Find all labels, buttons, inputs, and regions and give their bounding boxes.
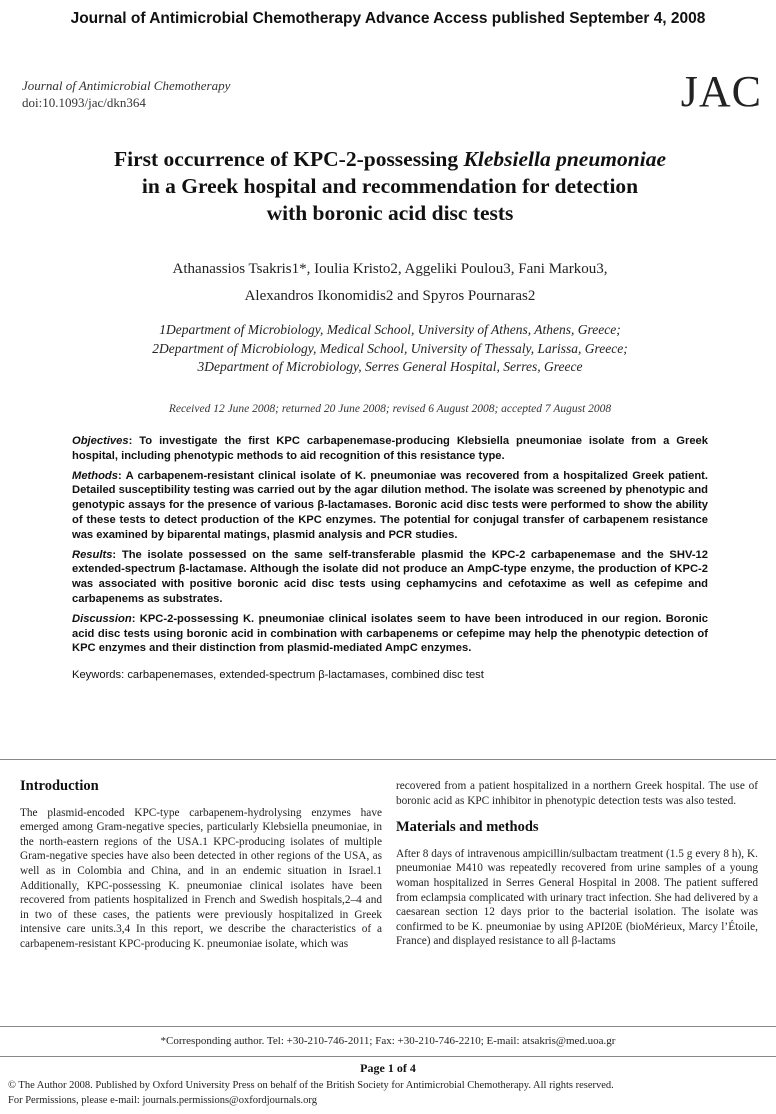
page-number: Page 1 of 4 — [360, 1061, 416, 1075]
doi[interactable]: doi:10.1093/jac/dkn364 — [22, 95, 146, 110]
copyright-line1: © The Author 2008. Published by Oxford University Press on behalf of the British Society for Antimicrobial Chemotherapy. All rights reserved. — [8, 1080, 614, 1091]
results-label: Results — [72, 548, 113, 561]
affiliations — [40, 321, 740, 377]
methods-text: : A carbapenem-resistant clinical isolate of K. pneumoniae was recovered from a hospitalized Greek patient. Detailed susceptibility testing was carried out by the agar dilution method. The isolate was screened by phenotypic and genotypic assays for the presence of various β-lactamases. Boronic acid disc tests were performed to show the ability of these tests to detect production of the KPC enzymes. The potential for conjugal transfer of carbapenem resistance was examined by biparental matings, plasmid analysis and PCR studies. — [72, 469, 708, 541]
affiliation-1: 1Department of Microbiology, Medical School, University of Athens, Athens, Greece; — [159, 322, 621, 337]
title-line3: with boronic acid disc tests — [266, 201, 514, 225]
page-divider — [0, 1056, 776, 1057]
title-line2: in a Greek hospital and recommendation for detection — [141, 174, 639, 198]
advance-access-banner: Journal of Antimicrobial Chemotherapy Advance Access published September 4, 2008 — [70, 10, 706, 27]
affiliation-2: 2Department of Microbiology, Medical School, University of Thessaly, Larissa, Greece; — [152, 340, 628, 356]
objectives-label: Objectives — [72, 435, 129, 447]
corresponding-author-footnote: *Corresponding author. Tel: +30-210-746-2011; Fax: +30-210-746-2210; E-mail: atsakris@med.uoa.gr — [160, 1035, 616, 1047]
discussion-label: Discussion — [72, 612, 132, 625]
right-column — [396, 779, 758, 961]
copyright-notice — [8, 1078, 772, 1108]
intro-paragraph: The plasmid-encoded KPC-type carbapenem-hydrolysing enzymes have emerged among Gram-negative species, particularly Klebsiella pneumoniae, in the north-eastern regions of the USA.1 KPC-producing isolates of multiple Gram-negative species have also been detected in other regions of the USA, as well as in Colombia and China, and in an endemic situation in Israel.1 Additionally, KPC-possessing K. pneumoniae clinical isolates have been recovered from patients hospitalized in French and Swedish hospitals,2–4 and in two of these cases, the patients were previously hospitalized in Greek intensive care units.3,4 In this report, we describe the characteristics of a carbapenem-resistant KPC-producing K. pneumoniae isolate, which was — [20, 806, 382, 950]
intro-continuation: recovered from a patient hospitalized in a northern Greek hospital. The use of boronic acid as KPC inhibitor in phenotypic detection tests was also tested. — [396, 780, 758, 807]
abstract-discussion — [72, 612, 708, 656]
authors-line1: Athanassios Tsakris1*, Ioulia Kristo2, Aggeliki Poulou3, Fani Markou3, — [172, 261, 608, 277]
abstract-objectives — [72, 434, 708, 464]
section-divider — [0, 759, 776, 760]
journal-meta — [22, 77, 230, 111]
affiliation-3: 3Department of Microbiology, Serres General Hospital, Serres, Greece — [197, 359, 583, 374]
author-list — [40, 256, 740, 310]
intro-heading: Introduction — [20, 778, 99, 794]
journal-name: Journal of Antimicrobial Chemotherapy — [22, 78, 231, 93]
abstract-methods — [72, 469, 708, 543]
methods-heading: Materials and methods — [396, 819, 539, 836]
copyright-line2[interactable]: For Permissions, please e-mail: journals.permissions@oxfordjournals.org — [8, 1095, 317, 1106]
left-column — [20, 779, 382, 964]
authors-line2: Alexandros Ikonomidis2 and Spyros Pournaras2 — [244, 288, 536, 304]
keywords: Keywords: carbapenemases, extended-spectrum β-lactamases, combined disc test — [72, 669, 484, 682]
abstract-results — [72, 548, 708, 607]
methods-label: Methods — [72, 469, 118, 482]
title-species: Klebsiella pneumoniae — [463, 147, 666, 171]
received-dates: Received 12 June 2008; returned 20 June 2008; revised 6 August 2008; accepted 7 August 2008 — [168, 403, 612, 415]
methods-paragraph: After 8 days of intravenous ampicillin/sulbactam treatment (1.5 g every 8 h), K. pneumoniae M410 was repeatedly recovered from urine samples of a young woman hospitalized in Serres General Hospital in 2008. The patient suffered from eclampsia complicated with urinary tract infection. She had delivered by a caesarean section 12 days prior to the bacterial isolation. The isolate was confirmed to be K. pneumoniae by using API20E (bioMérieux, Marcy l’Étoile, France) and displayed resistance to all β-lactams — [396, 847, 758, 948]
article-title — [40, 146, 740, 227]
discussion-text: : KPC-2-possessing K. pneumoniae clinical isolates seem to have been introduced in our region. Boronic acid disc tests using boronic acid in combination with carbapenems or cefepime may help the phenotypic detection of KPC enzymes and their distinction from plasmid-mediated AmpC enzymes. — [72, 612, 708, 655]
footnote-divider — [0, 1026, 776, 1027]
results-text: : The isolate possessed on the same self-transferable plasmid the KPC-2 carbapenemase and the SHV-12 extended-spectrum β-lactamase. Although the isolate did not produce an AmpC-type enzyme, the production of KPC-2 was associated with positive boronic acid disc tests using cephamycins and cefotaxime as well as cefepime and carbapenems as substrates. — [72, 548, 708, 605]
abstract — [72, 434, 708, 688]
objectives-text: : To investigate the first KPC carbapenemase-producing Klebsiella pneumoniae isolate from a Greek hospital, including phenotypic methods to aid recognition of this resistance type. — [72, 435, 708, 462]
journal-logo: JAC — [680, 67, 762, 116]
title-line1: First occurrence of KPC-2-possessing — [114, 147, 464, 171]
